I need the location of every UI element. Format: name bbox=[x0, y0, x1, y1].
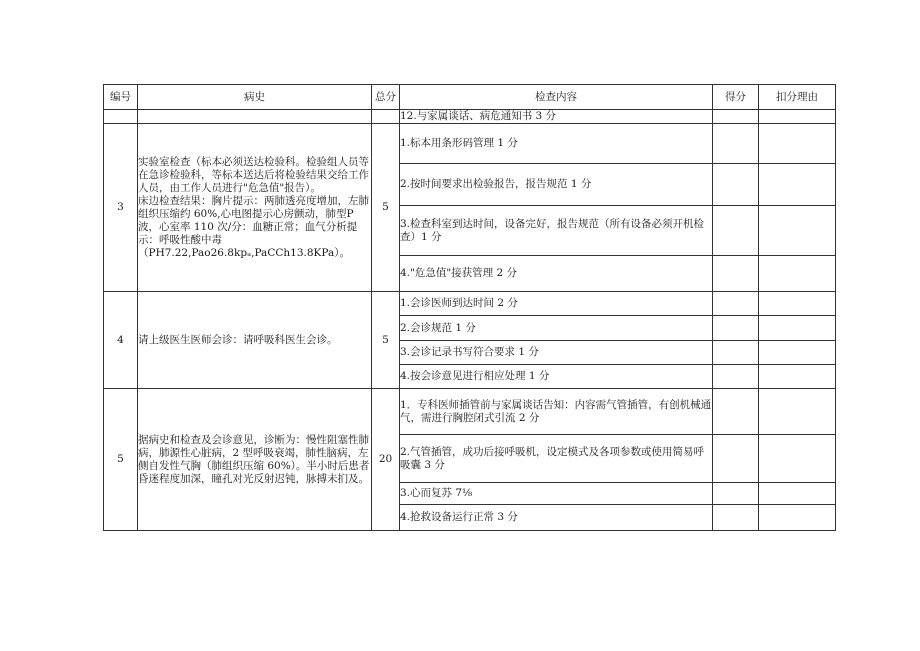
score-cell[interactable] bbox=[713, 292, 759, 316]
reason-cell[interactable] bbox=[759, 341, 836, 365]
score-cell[interactable] bbox=[713, 435, 759, 483]
history-text: 床边检查结果：胸片提示：两肺透亮度增加，左肺组织压缩约 60%,心电图提示心房颤动，肺型P波，心室率 110 次/分：血糖正常；血气分析提示：呼吸性酸中毒（PH7.22,Pao26.8kpₐ,PaCCh13.8KPa）。 bbox=[138, 194, 369, 259]
score-cell[interactable] bbox=[713, 341, 759, 365]
total-score: 5 bbox=[372, 124, 400, 292]
score-cell[interactable] bbox=[713, 483, 759, 505]
history-cell: 请上级医生医师会诊：请呼吸科医生会诊。 bbox=[138, 292, 372, 389]
check-item: 1．专科医师插管前与家属谈话告知：内容需气管插管，有创机械通气，需进行胸腔闭式引流 2 分 bbox=[400, 389, 713, 435]
check-item: 4."危急值"接获管理 2 分 bbox=[400, 256, 713, 292]
reason-cell[interactable] bbox=[759, 483, 836, 505]
table-row bbox=[104, 124, 836, 164]
check-item: 3.会诊记录书写符合要求 1 分 bbox=[400, 341, 713, 365]
score-cell[interactable] bbox=[713, 110, 759, 124]
score-cell[interactable] bbox=[713, 316, 759, 341]
reason-cell[interactable] bbox=[759, 505, 836, 531]
reason-cell[interactable] bbox=[759, 110, 836, 124]
reason-cell[interactable] bbox=[759, 206, 836, 256]
assessment-table bbox=[103, 84, 836, 531]
header-score: 得分 bbox=[713, 85, 759, 110]
score-cell[interactable] bbox=[713, 124, 759, 164]
row-number: 4 bbox=[104, 292, 138, 389]
check-item: 12.与家属谈话、病危通知书 3 分 bbox=[400, 110, 713, 124]
check-item: 3.检查科室到达时间，设备完好，报告规范（所有设备必须开机检查）1 分 bbox=[400, 206, 713, 256]
check-item: 2.会诊规范 1 分 bbox=[400, 316, 713, 341]
row-number: 5 bbox=[104, 389, 138, 531]
header-total: 总分 bbox=[372, 85, 400, 110]
total-score: 5 bbox=[372, 292, 400, 389]
history-text: 实验室检查（标本必须送达检验科。检验组人员等在急诊检验科，等标本送达后将检验结果交给工作人员，由工作人员进行"危急值"报告）。 bbox=[138, 155, 369, 194]
reason-cell[interactable] bbox=[759, 365, 836, 389]
check-item: 2.按时间要求出检验报告，报告规范 1 分 bbox=[400, 164, 713, 206]
check-item: 3.心而复苏 7⅛ bbox=[400, 483, 713, 505]
table-row bbox=[104, 292, 836, 316]
header-reason: 扣分理由 bbox=[759, 85, 836, 110]
header-num: 编号 bbox=[104, 85, 138, 110]
table-row bbox=[104, 110, 836, 124]
blank-cell bbox=[372, 110, 400, 124]
reason-cell[interactable] bbox=[759, 435, 836, 483]
table-row bbox=[104, 389, 836, 435]
header-row bbox=[104, 85, 836, 110]
blank-cell bbox=[138, 110, 372, 124]
score-cell[interactable] bbox=[713, 505, 759, 531]
total-score: 20 bbox=[372, 389, 400, 531]
reason-cell[interactable] bbox=[759, 256, 836, 292]
check-item: 1.会诊医师到达时间 2 分 bbox=[400, 292, 713, 316]
score-cell[interactable] bbox=[713, 164, 759, 206]
reason-cell[interactable] bbox=[759, 316, 836, 341]
header-history: 病史 bbox=[138, 85, 372, 110]
check-item: 4.按会诊意见进行相应处理 1 分 bbox=[400, 365, 713, 389]
reason-cell[interactable] bbox=[759, 389, 836, 435]
history-cell: 据病史和检查及会诊意见，诊断为：慢性阻塞性肺病，肺源性心脏病，2 型呼吸衰竭，肺性脑病，左侧自发性气胸（肺组织压缩 60%）。半小时后患者昏迷程度加深，瞳孔对光反射迟钝，脉搏未扪及。 bbox=[138, 389, 372, 531]
check-item: 4.抢救设备运行正常 3 分 bbox=[400, 505, 713, 531]
reason-cell[interactable] bbox=[759, 124, 836, 164]
score-cell[interactable] bbox=[713, 365, 759, 389]
header-content: 检查内容 bbox=[400, 85, 713, 110]
reason-cell[interactable] bbox=[759, 164, 836, 206]
score-cell[interactable] bbox=[713, 206, 759, 256]
reason-cell[interactable] bbox=[759, 292, 836, 316]
blank-cell bbox=[104, 110, 138, 124]
history-cell bbox=[138, 124, 372, 292]
check-item: 1.标本用条形码管理 1 分 bbox=[400, 124, 713, 164]
score-cell[interactable] bbox=[713, 389, 759, 435]
check-item: 2.气管插管，成功后接呼吸机，设定模式及各项参数或使用简易呼吸囊 3 分 bbox=[400, 435, 713, 483]
score-cell[interactable] bbox=[713, 256, 759, 292]
row-number: 3 bbox=[104, 124, 138, 292]
